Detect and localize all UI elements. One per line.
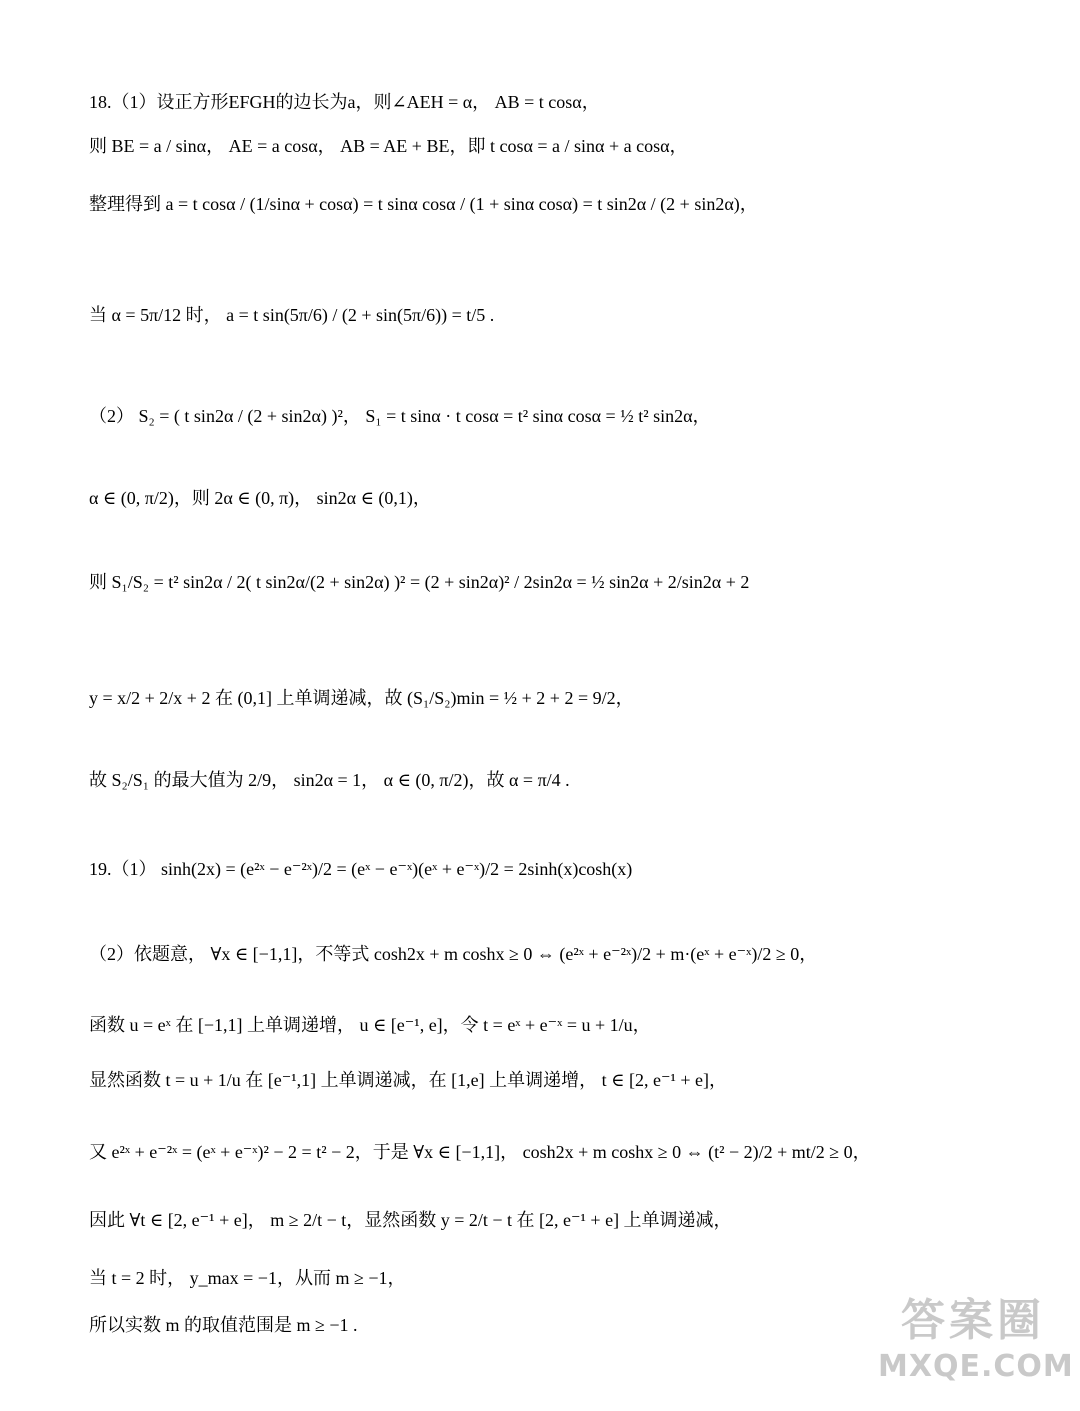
- q19-part2-line6: 当 t = 2 时， y_max = −1，从而 m ≥ −1，: [89, 1268, 406, 1288]
- watermark-logo: [878, 1293, 1074, 1403]
- watermark-cn: 答案圈: [901, 1295, 1045, 1346]
- q18-part2-line5: 故 S₂/S₁ 的最大值为 2/9， sin2α = 1， α ∈ (0, π/2)，故 α = π/4 .: [89, 770, 570, 790]
- q19-part2-line4: 又 e²ˣ + e⁻²ˣ = (eˣ + e⁻ˣ)² − 2 = t² − 2，于是 ∀x ∈ [−1,1]， cosh2x + m coshx ≥ 0 ⇔ (t² − 2)/2 + mt/2 ≥ 0，: [89, 1142, 871, 1162]
- q18-part2-line3: 则 S₁/S₂ = t² sin2α / 2( t sin2α/(2 + sin2α) )² = (2 + sin2α)² / 2sin2α = ½ sin2α + 2/sin2α + 2: [89, 572, 750, 592]
- q19-part2-line1: （2）依题意， ∀x ∈ [−1,1]，不等式 cosh2x + m coshx ≥ 0 ⇔ (e²ˣ + e⁻²ˣ)/2 + m·(eˣ + e⁻ˣ)/2 ≥ 0，: [89, 944, 818, 964]
- q18-part2-line4: y = x/2 + 2/x + 2 在 (0,1] 上单调递减，故 (S₁/S₂)min = ½ + 2 + 2 = 9/2，: [89, 688, 634, 708]
- q19-part1-line1: 19.（1） sinh(2x) = (e²ˣ − e⁻²ˣ)/2 = (eˣ − e⁻ˣ)(eˣ + e⁻ˣ)/2 = 2sinh(x)cosh(x): [89, 859, 633, 879]
- q18-part2-line1: （2） S₂ = ( t sin2α / (2 + sin2α) )²， S₁ = t sinα · t cosα = t² sinα cosα = ½ t² sin2α，: [89, 406, 711, 426]
- q18-part2-line2: α ∈ (0, π/2)，则 2α ∈ (0, π)， sin2α ∈ (0,1)，: [89, 488, 431, 508]
- q18-part1-line4: 当 α = 5π/12 时， a = t sin(5π/6) / (2 + sin(5π/6)) = t/5 .: [89, 305, 495, 325]
- q18-part1-line2: 则 BE = a / sinα， AE = a cosα， AB = AE + BE，即 t cosα = a / sinα + a cosα，: [89, 136, 688, 156]
- q18-part1-line3: 整理得到 a = t cosα / (1/sinα + cosα) = t sinα cosα / (1 + sinα cosα) = t sin2α / (2 + sin2α)，: [89, 194, 758, 214]
- q19-part2-line3: 显然函数 t = u + 1/u 在 [e⁻¹,1] 上单调递减，在 [1,e] 上单调递增， t ∈ [2, e⁻¹ + e]，: [89, 1070, 727, 1090]
- q19-part2-line5: 因此 ∀t ∈ [2, e⁻¹ + e]， m ≥ 2/t − t，显然函数 y = 2/t − t 在 [2, e⁻¹ + e] 上单调递减，: [89, 1210, 732, 1230]
- q19-part2-line7: 所以实数 m 的取值范围是 m ≥ −1 .: [89, 1315, 358, 1335]
- q19-part2-line2: 函数 u = eˣ 在 [−1,1] 上单调递增， u ∈ [e⁻¹, e]，令 t = eˣ + e⁻ˣ = u + 1/u，: [89, 1015, 651, 1035]
- q18-part1-line1: 18.（1）设正方形EFGH的边长为a，则∠AEH = α， AB = t cosα，: [89, 92, 600, 112]
- watermark-en: MXQE.COM: [878, 1349, 1074, 1384]
